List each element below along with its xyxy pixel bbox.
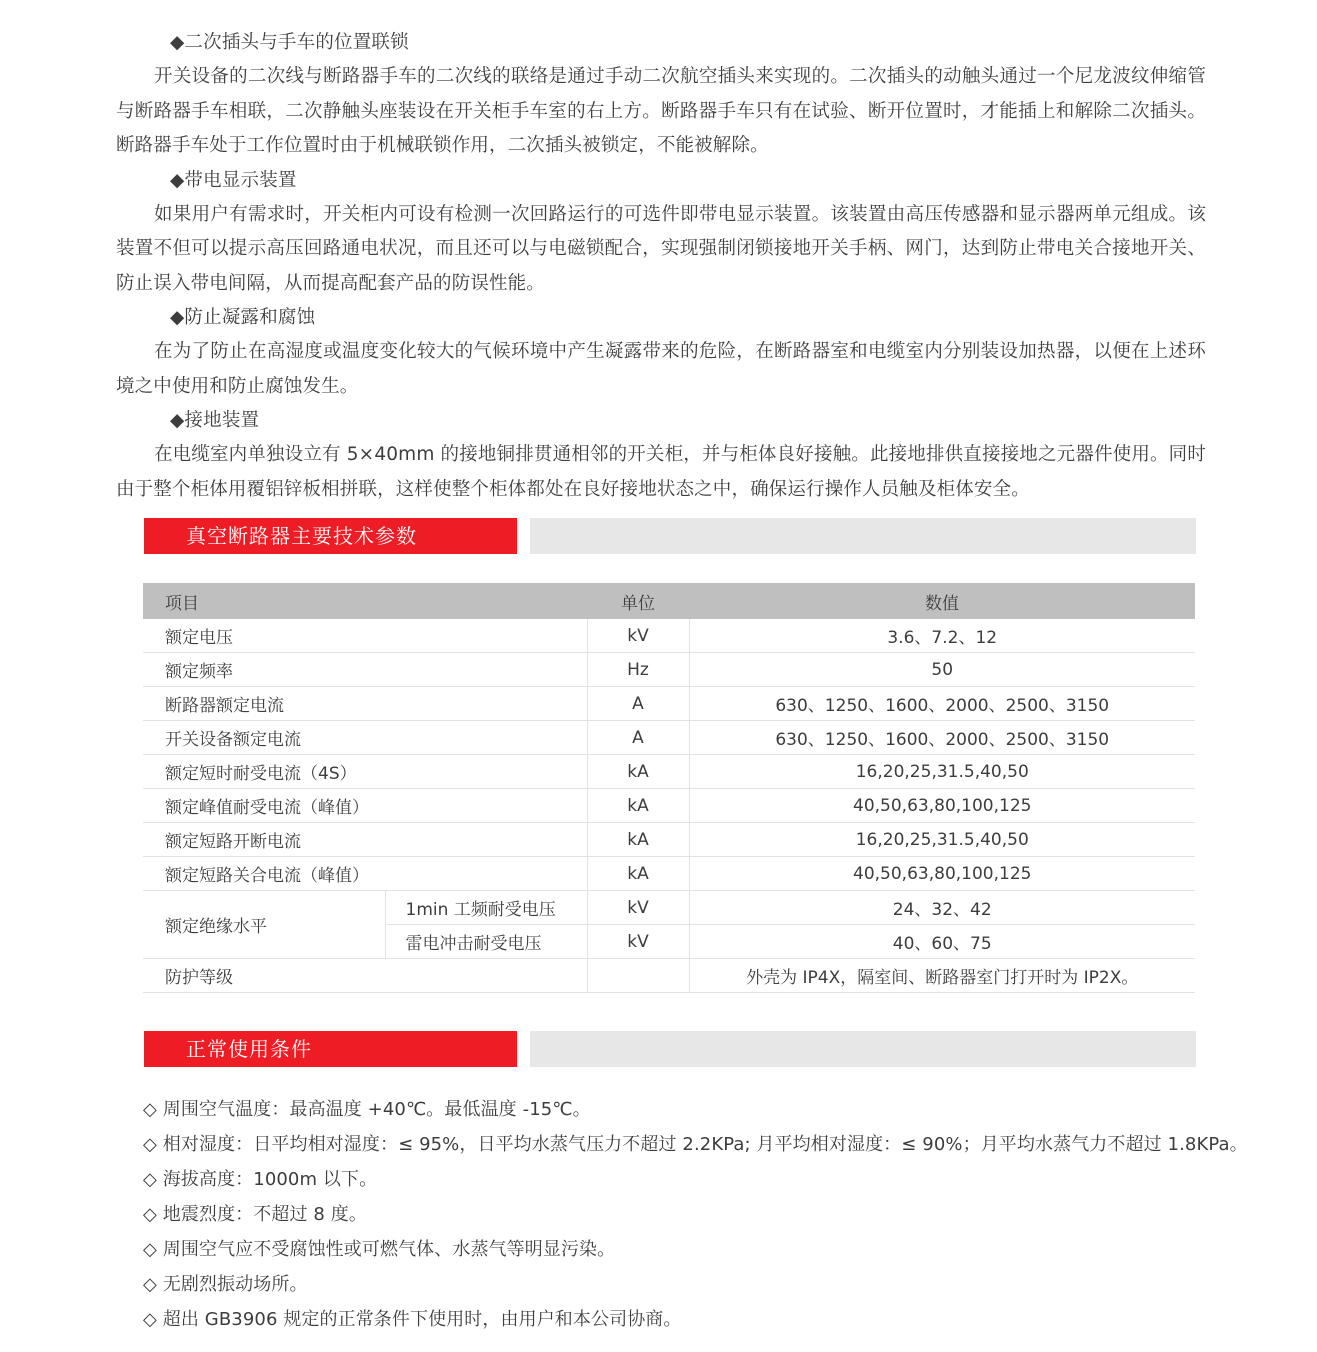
cell-unit: Hz [587,653,689,687]
cell-value: 40,50,63,80,100,125 [689,857,1195,891]
cell-unit: A [587,687,689,721]
list-item: ◇ 地震烈度：不超过 8 度。 [143,1204,367,1225]
section-banner-technical-parameters [144,518,1196,554]
cell-value: 16,20,25,31.5,40,50 [689,823,1195,857]
technical-parameters-table [143,583,1195,993]
column-header-item: 项目 [143,583,587,619]
cell-value: 3.6、7.2、12 [689,619,1195,653]
cell-sub-item: 1min 工频耐受电压 [385,891,587,925]
cell-item-insulation-level: 额定绝缘水平 [143,891,385,959]
cell-value: 24、32、42 [689,891,1195,925]
cell-item: 额定短路开断电流 [143,823,587,857]
cell-unit: kV [587,925,689,959]
cell-unit: kV [587,891,689,925]
cell-value: 40、60、75 [689,925,1195,959]
table-header [143,583,1195,619]
cell-value: 16,20,25,31.5,40,50 [689,755,1195,789]
cell-sub-item: 雷电冲击耐受电压 [385,925,587,959]
table-header-row [143,583,1195,619]
cell-value: 630、1250、1600、2000、2500、3150 [689,687,1195,721]
cell-item: 额定短路关合电流（峰值） [143,857,587,891]
list-item: ◇ 超出 GB3906 规定的正常条件下使用时，由用户和本公司协商。 [143,1309,682,1330]
cell-value: 40,50,63,80,100,125 [689,789,1195,823]
cell-item: 额定峰值耐受电流（峰值） [143,789,587,823]
table-row [143,653,1195,687]
section-paragraph-live-display-device: 如果用户有需求时，开关柜内可设有检测一次回路运行的可选件即带电显示装置。该装置由高压传感器和显示器两单元组成。该装置不但可以提示高压回路通电状况，而且还可以与电磁锁配合，实现强制闭锁接地开关手柄、网门，达到防止带电关合接地开关、防止误入带电间隔，从而提高配套产品的防误性能。 [116,203,1206,294]
prose-content [116,26,1206,507]
section-heading-secondary-plug-interlock: ◆二次插头与手车的位置联锁 [170,32,409,53]
table-row [143,789,1195,823]
cell-item: 额定短时耐受电流（4S） [143,755,587,789]
table-row-insulation-1 [143,891,1195,925]
table-row [143,687,1195,721]
table-row [143,857,1195,891]
table-row [143,721,1195,755]
list-item: ◇ 无剧烈振动场所。 [143,1274,308,1295]
list-item: ◇ 海拔高度：1000m 以下。 [143,1169,378,1190]
cell-unit: kA [587,857,689,891]
table-row-protection [143,959,1195,993]
table-body [143,619,1195,993]
table-row [143,619,1195,653]
cell-value: 630、1250、1600、2000、2500、3150 [689,721,1195,755]
section-paragraph-secondary-plug-interlock: 开关设备的二次线与断路器手车的二次线的联络是通过手动二次航空插头来实现的。二次插头的动触头通过一个尼龙波纹伸缩管与断路器手车相联，二次静触头座装设在开关柜手车室的右上方。断路器手车只有在试验、断开位置时，才能插上和解除二次插头。断路器手车处于工作位置时由于机械联锁作用，二次插头被锁定，不能被解除。 [116,66,1206,156]
section-banner-normal-conditions [144,1031,1196,1067]
list-item: ◇ 周围空气温度：最高温度 +40℃。最低温度 -15℃。 [143,1099,591,1120]
banner-red-block [144,518,517,554]
table-row [143,755,1195,789]
banner-title-technical-parameters: 真空断路器主要技术参数 [186,524,417,548]
section-heading-live-display-device: ◆带电显示装置 [170,169,297,191]
cell-unit: A [587,721,689,755]
banner-gray-block [530,1031,1196,1067]
cell-item: 断路器额定电流 [143,687,587,721]
cell-item: 开关设备额定电流 [143,721,587,755]
column-header-unit: 单位 [587,583,689,619]
cell-value: 外壳为 IP4X，隔室间、断路器室门打开时为 IP2X。 [689,959,1195,993]
column-header-value: 数值 [689,583,1195,619]
section-paragraph-grounding-device: 在电缆室内单独设立有 5×40mm 的接地铜排贯通相邻的开关柜，并与柜体良好接触。此接地排供直接接地之元器件使用。同时由于整个柜体用覆铝锌板相拼联，这样使整个柜体都处在良好接地状态之中，确保运行操作人员触及柜体安全。 [116,444,1206,500]
cell-unit: kV [587,619,689,653]
normal-conditions-list [143,1092,1248,1337]
list-item: ◇ 相对湿度：日平均相对湿度：≤ 95%，日平均水蒸气压力不超过 2.2KPa; 月平均相对湿度：≤ 90%；月平均水蒸气力不超过 1.8KPa。 [143,1134,1248,1155]
banner-gray-block [530,518,1196,554]
section-heading-grounding-device: ◆接地装置 [170,410,260,431]
banner-red-block [144,1031,517,1067]
cell-item: 防护等级 [143,959,587,993]
list-item: ◇ 周围空气应不受腐蚀性或可燃气体、水蒸气等明显污染。 [143,1239,616,1260]
cell-unit [587,959,689,993]
cell-item: 额定频率 [143,653,587,687]
section-heading-condensation-corrosion: ◆防止凝露和腐蚀 [170,307,316,328]
section-paragraph-condensation-corrosion: 在为了防止在高湿度或温度变化较大的气候环境中产生凝露带来的危险，在断路器室和电缆室内分别装设加热器，以便在上述环境之中使用和防止腐蚀发生。 [116,341,1206,397]
cell-unit: kA [587,823,689,857]
banner-title-normal-conditions: 正常使用条件 [186,1037,312,1061]
cell-unit: kA [587,755,689,789]
table-row [143,823,1195,857]
cell-item: 额定电压 [143,619,587,653]
cell-value: 50 [689,653,1195,687]
cell-unit: kA [587,789,689,823]
